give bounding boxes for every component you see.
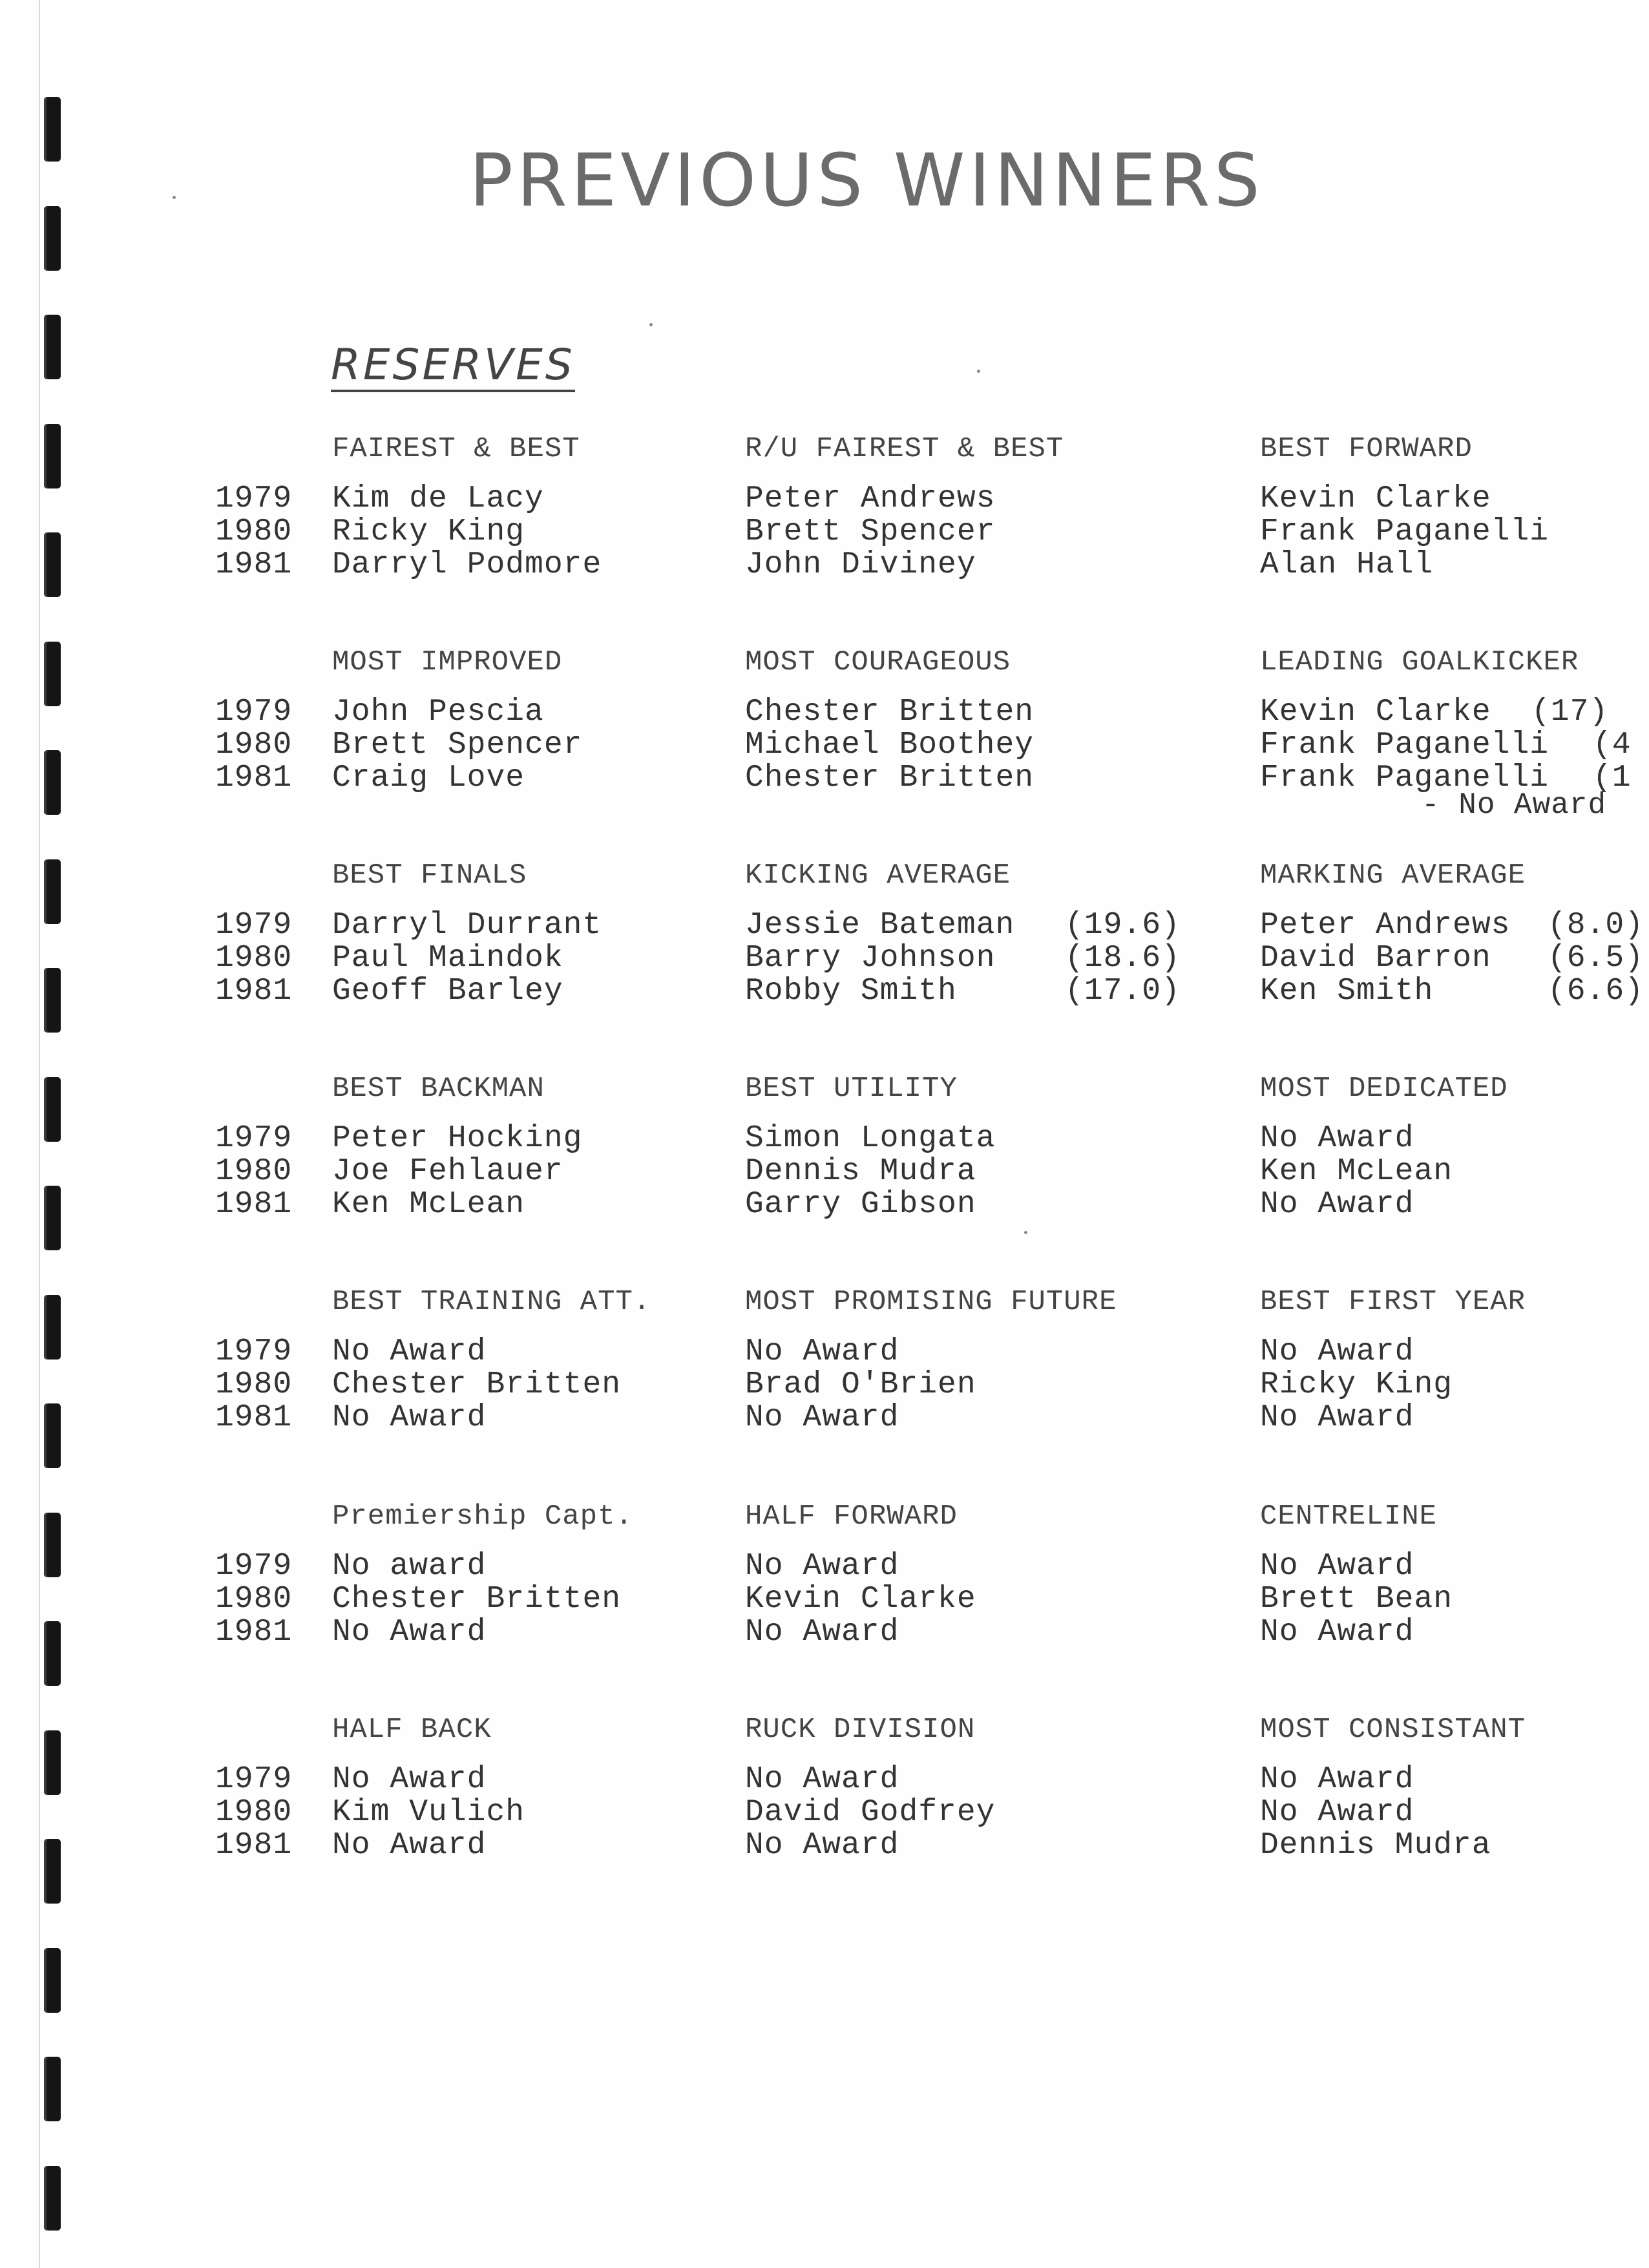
year-label: 1979 (215, 481, 293, 516)
binding-hole (44, 642, 61, 706)
award-heading: HALF FORWARD (745, 1500, 958, 1533)
section-heading: RESERVES (331, 342, 575, 392)
winner-name: No Award (1260, 1121, 1414, 1156)
year-label: 1980 (215, 514, 293, 549)
winner-name: No Award (745, 1828, 899, 1863)
year-label: 1979 (215, 1121, 293, 1156)
award-heading: MOST COURAGEOUS (745, 646, 1011, 678)
year-label: 1981 (215, 1400, 293, 1435)
winner-name: No Award (332, 1828, 487, 1863)
winner-name: Ricky King (1260, 1367, 1453, 1402)
award-heading: Premiership Capt. (332, 1500, 633, 1533)
winner-name: Brett Bean (1260, 1582, 1453, 1617)
winner-name: Frank Paganelli (1260, 728, 1549, 762)
award-heading: CENTRELINE (1260, 1500, 1438, 1533)
award-heading: MOST DEDICATED (1260, 1073, 1508, 1105)
binding-hole (44, 1730, 61, 1795)
award-heading: R/U FAIREST & BEST (745, 433, 1064, 465)
binding-hole (44, 968, 61, 1033)
winner-name: No Award (745, 1334, 899, 1369)
year-label: 1979 (215, 1334, 293, 1369)
winner-name: No Award (1260, 1795, 1414, 1830)
winner-name: Kim de Lacy (332, 481, 544, 516)
winner-name: Michael Boothey (745, 728, 1035, 762)
binding-hole (44, 1621, 61, 1686)
winner-name: Chester Britten (745, 695, 1035, 730)
winner-name: Chester Britten (745, 761, 1035, 795)
award-heading: BEST FIRST YEAR (1260, 1286, 1526, 1318)
award-heading: HALF BACK (332, 1714, 492, 1746)
winner-name: No Award (745, 1549, 899, 1584)
award-stat: (18.6) (1065, 941, 1181, 976)
winner-name: Alan Hall (1260, 547, 1434, 582)
winner-name: Simon Longata (745, 1121, 996, 1156)
winner-name: Ken McLean (332, 1187, 525, 1222)
award-heading: MOST IMPROVED (332, 646, 563, 678)
paper-speck (649, 323, 653, 326)
year-label: 1981 (215, 547, 293, 582)
winner-name: Barry Johnson (745, 941, 996, 976)
year-label: 1981 (215, 1187, 293, 1222)
winner-name: Kevin Clarke (745, 1582, 976, 1617)
binding-hole (44, 532, 61, 597)
winner-name: David Godfrey (745, 1795, 996, 1830)
winner-name: Darryl Durrant (332, 908, 602, 943)
binding-hole (44, 424, 61, 488)
binding-hole (44, 1513, 61, 1577)
winner-name: No Award (1260, 1615, 1414, 1650)
award-stat: (17.0) (1065, 974, 1181, 1009)
winner-name: Brad O'Brien (745, 1367, 976, 1402)
winner-name: Kim Vulich (332, 1795, 525, 1830)
winner-name: No Award (745, 1615, 899, 1650)
award-stat: (8.0) (1548, 908, 1644, 943)
page-title: PREVIOUS WINNERS (469, 139, 1264, 223)
winner-name: No Award (1260, 1549, 1414, 1584)
winner-name: Dennis Mudra (1260, 1828, 1491, 1863)
binding-hole (44, 1295, 61, 1360)
spiral-binding (39, 0, 65, 2268)
winner-name: No Award (332, 1334, 487, 1369)
winner-name: Ken Smith (1260, 974, 1434, 1009)
winner-name: No award (332, 1549, 487, 1584)
winner-name: Darryl Podmore (332, 547, 602, 582)
winner-name: Kevin Clarke (1260, 481, 1491, 516)
winner-name: Peter Hocking (332, 1121, 583, 1156)
binding-hole (44, 1077, 61, 1142)
winner-name: Peter Andrews (1260, 908, 1511, 943)
year-label: 1981 (215, 761, 293, 795)
award-stat: (1 (1593, 761, 1632, 795)
winner-name: John Diviney (745, 547, 976, 582)
winner-name: No Award (1260, 1400, 1414, 1435)
year-label: 1979 (215, 1549, 293, 1584)
year-label: 1980 (215, 1795, 293, 1830)
winner-name: No Award (745, 1762, 899, 1797)
binding-hole (44, 2057, 61, 2121)
winner-name: Brett Spencer (745, 514, 996, 549)
award-heading: BEST UTILITY (745, 1073, 958, 1105)
winner-name: Paul Maindok (332, 941, 563, 976)
award-heading: MOST PROMISING FUTURE (745, 1286, 1117, 1318)
award-stat: (6.6) (1548, 974, 1644, 1009)
award-heading: BEST TRAINING ATT. (332, 1286, 651, 1318)
winner-name: Dennis Mudra (745, 1154, 976, 1189)
award-stat: (19.6) (1065, 908, 1181, 943)
binding-hole (44, 750, 61, 815)
winner-name: Kevin Clarke (1260, 695, 1491, 730)
winner-name: Brett Spencer (332, 728, 583, 762)
year-label: 1979 (215, 908, 293, 943)
winner-name: No Award (1260, 1187, 1414, 1222)
winner-name: No Award (1260, 1334, 1414, 1369)
winner-name: Frank Paganelli (1260, 761, 1549, 795)
award-heading: LEADING GOALKICKER (1260, 646, 1579, 678)
winner-name: Geoff Barley (332, 974, 563, 1009)
award-heading: BEST FORWARD (1260, 433, 1473, 465)
winner-name: Ken McLean (1260, 1154, 1453, 1189)
winner-name: No Award (1260, 1762, 1414, 1797)
winner-name: No Award (332, 1615, 487, 1650)
year-label: 1980 (215, 1154, 293, 1189)
binding-hole (44, 315, 61, 379)
binding-hole (44, 1403, 61, 1468)
year-label: 1979 (215, 695, 293, 730)
winner-name: Craig Love (332, 761, 525, 795)
paper-speck (977, 370, 980, 373)
binding-hole (44, 859, 61, 924)
winner-name: David Barron (1260, 941, 1491, 976)
award-stat: (17) (1531, 695, 1609, 730)
winner-name: No Award (332, 1762, 487, 1797)
year-label: 1981 (215, 974, 293, 1009)
award-heading: FAIREST & BEST (332, 433, 580, 465)
winner-name: Jessie Bateman (745, 908, 1015, 943)
year-label: 1980 (215, 1582, 293, 1617)
award-note: - No Award (1422, 788, 1607, 822)
paper-speck (1024, 1231, 1027, 1234)
winner-name: Ricky King (332, 514, 525, 549)
award-heading: MARKING AVERAGE (1260, 859, 1526, 892)
winner-name: John Pescia (332, 695, 544, 730)
winner-name: No Award (745, 1400, 899, 1435)
winner-name: Chester Britten (332, 1582, 622, 1617)
year-label: 1981 (215, 1615, 293, 1650)
winner-name: Frank Paganelli (1260, 514, 1549, 549)
binding-hole (44, 1839, 61, 1904)
year-label: 1980 (215, 941, 293, 976)
binding-hole (44, 1948, 61, 2013)
award-heading: RUCK DIVISION (745, 1714, 976, 1746)
binding-hole (44, 1186, 61, 1250)
year-label: 1981 (215, 1828, 293, 1863)
award-stat: (4 (1593, 728, 1632, 762)
paper-speck (173, 196, 176, 199)
award-heading: BEST BACKMAN (332, 1073, 545, 1105)
binding-hole (44, 2166, 61, 2231)
winner-name: Peter Andrews (745, 481, 996, 516)
award-heading: BEST FINALS (332, 859, 527, 892)
award-heading: MOST CONSISTANT (1260, 1714, 1526, 1746)
year-label: 1980 (215, 728, 293, 762)
award-heading: KICKING AVERAGE (745, 859, 1011, 892)
winner-name: No Award (332, 1400, 487, 1435)
winner-name: Chester Britten (332, 1367, 622, 1402)
year-label: 1979 (215, 1762, 293, 1797)
winner-name: Robby Smith (745, 974, 957, 1009)
winner-name: Garry Gibson (745, 1187, 976, 1222)
year-label: 1980 (215, 1367, 293, 1402)
winner-name: Joe Fehlauer (332, 1154, 563, 1189)
award-stat: (6.5) (1548, 941, 1644, 976)
